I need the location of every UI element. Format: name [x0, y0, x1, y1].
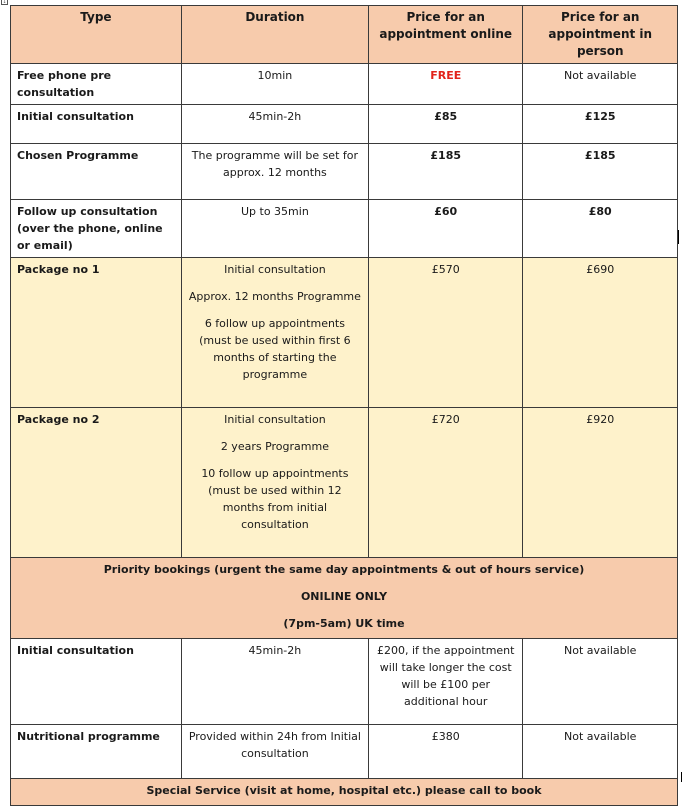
priority-hours: (7pm-5am) UK time — [283, 617, 405, 630]
package-name: Package no 1 — [11, 258, 182, 408]
row-in-person-price: Not available — [523, 639, 678, 725]
table-row — [11, 64, 678, 105]
row-in-person-price: Not available — [523, 64, 678, 105]
priority-title: Priority bookings (urgent the same day appointments & out of hours service) — [103, 563, 585, 576]
row-type: Follow up consultation (over the phone, online or email) — [11, 200, 182, 258]
page-edge-mark — [681, 772, 682, 782]
price-table-frame — [10, 5, 678, 797]
table-row — [11, 105, 678, 144]
header-in-person-price: Price for an appointment in person — [523, 6, 678, 64]
row-type: Chosen Programme — [11, 144, 182, 200]
priority-banner-row — [11, 558, 678, 639]
row-in-person-price: £125 — [523, 105, 678, 144]
row-duration: Up to 35min — [181, 200, 368, 258]
package-in-person-price: £920 — [523, 408, 678, 558]
row-in-person-price: £185 — [523, 144, 678, 200]
anchor-icon: ↓ — [2, 0, 7, 5]
row-type: Initial consultation — [11, 639, 182, 725]
row-online-price: £200, if the appointment will take longer the cost will be £100 per additional hour — [368, 639, 523, 725]
priority-banner — [11, 558, 678, 639]
package-line: Initial consultation — [224, 413, 326, 426]
priority-online-only: ONILINE ONLY — [300, 590, 388, 603]
package-line: Initial consultation — [224, 263, 326, 276]
table-row — [11, 200, 678, 258]
row-online-price: FREE — [368, 64, 523, 105]
row-online-price: £380 — [368, 725, 523, 779]
row-online-price: £185 — [368, 144, 523, 200]
package-in-person-price: £690 — [523, 258, 678, 408]
table-row — [11, 144, 678, 200]
row-type: Initial consultation — [11, 105, 182, 144]
text-cursor — [678, 230, 679, 244]
row-duration: 10min — [181, 64, 368, 105]
package-online-price: £570 — [368, 258, 523, 408]
package-online-price: £720 — [368, 408, 523, 558]
row-type: Nutritional programme — [11, 725, 182, 779]
header-type: Type — [11, 6, 182, 64]
row-in-person-price: Not available — [523, 725, 678, 779]
row-in-person-price: £80 — [523, 200, 678, 258]
row-duration: Provided within 24h from Initial consultation — [181, 725, 368, 779]
header-online-price: Price for an appointment online — [368, 6, 523, 64]
package-line: 6 follow up appointments (must be used within first 6 months of starting the programme — [199, 317, 351, 381]
package-line: Approx. 12 months Programme — [188, 290, 361, 303]
package-contents — [181, 408, 368, 558]
table-row — [11, 725, 678, 779]
package-row — [11, 408, 678, 558]
table-header-row — [11, 6, 678, 64]
row-duration: 45min-2h — [181, 105, 368, 144]
package-contents — [181, 258, 368, 408]
header-duration: Duration — [181, 6, 368, 64]
row-online-price: £60 — [368, 200, 523, 258]
table-row — [11, 639, 678, 725]
row-duration: The programme will be set for approx. 12 months — [181, 144, 368, 200]
price-table — [10, 5, 678, 806]
row-type: Free phone pre consultation — [11, 64, 182, 105]
package-line: 10 follow up appointments (must be used within 12 months from initial consultation — [201, 467, 349, 531]
package-line: 2 years Programme — [220, 440, 329, 453]
special-service-banner: Special Service (visit at home, hospital etc.) please call to book — [11, 779, 678, 806]
package-row — [11, 258, 678, 408]
row-duration: 45min-2h — [181, 639, 368, 725]
package-name: Package no 2 — [11, 408, 182, 558]
special-service-row — [11, 779, 678, 806]
row-online-price: £85 — [368, 105, 523, 144]
